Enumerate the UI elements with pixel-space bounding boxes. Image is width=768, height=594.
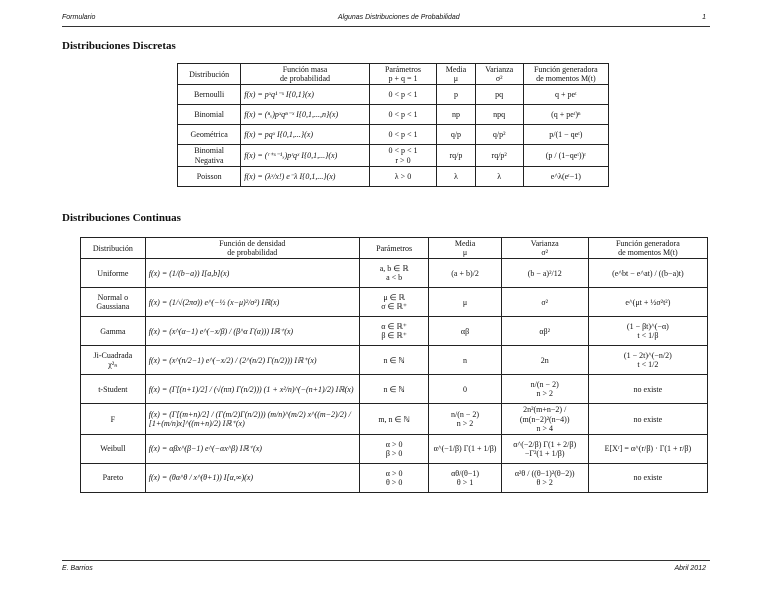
table-row: [81, 375, 708, 404]
header-page-number: 1: [702, 14, 706, 21]
formula-cell: f(x) = (x^(n/2−1) e^(−x/2) / (2^(n/2) Γ(n/2))) Iℝ⁺(x): [145, 346, 359, 375]
distribution-name: Geométrica: [178, 125, 241, 145]
header-row: [178, 64, 609, 85]
table-cell: np: [437, 105, 475, 125]
footer-date: Abril 2012: [674, 565, 706, 572]
column-header: Media μ: [429, 238, 501, 259]
table-cell: (e^bt − e^at) / ((b−a)t): [588, 259, 707, 288]
distribution-name: Ji-Cuadrada χ²ₙ: [81, 346, 146, 375]
table-cell: α > 0 θ > 0: [359, 463, 429, 492]
formula-cell: f(x) = (λˣ/x!) e⁻λ I{0,1,...}(x): [241, 166, 370, 186]
page-footer: [62, 565, 706, 572]
column-header: Distribución: [81, 238, 146, 259]
continuous-title: Distribuciones Continuas: [62, 212, 181, 224]
table-cell: (1 − βt)^(−α) t < 1/β: [588, 317, 707, 346]
table-cell: m, n ∈ ℕ: [359, 404, 429, 435]
table-cell: α^(−1/β) Γ(1 + 1/β): [429, 434, 501, 463]
discrete-table: [177, 63, 609, 187]
table-cell: 2n²(m+n−2) / (m(n−2)²(n−4)) n > 4: [501, 404, 588, 435]
table-cell: pq: [475, 85, 523, 105]
header-row: [81, 238, 708, 259]
formula-cell: f(x) = (x^(α−1) e^(−x/β) / (β^α Γ(α))) Iℝ⁺(x): [145, 317, 359, 346]
formula-cell: f(x) = (ⁿₓ)pˣqⁿ⁻ˣ I{0,1,...,n}(x): [241, 105, 370, 125]
distribution-name: t-Student: [81, 375, 146, 404]
table-cell: λ > 0: [369, 166, 436, 186]
column-header: Varianza σ²: [475, 64, 523, 85]
table-row: [81, 434, 708, 463]
table-cell: n/(n − 2) n > 2: [429, 404, 501, 435]
header-rule: [62, 26, 710, 27]
continuous-table: [80, 237, 708, 493]
table-row: [81, 288, 708, 317]
table-cell: 0 < p < 1 r > 0: [369, 145, 436, 166]
table-cell: npq: [475, 105, 523, 125]
table-cell: q/p: [437, 125, 475, 145]
table-row: [81, 259, 708, 288]
table-cell: (q + peᵗ)ⁿ: [523, 105, 608, 125]
table-cell: αβ: [429, 317, 501, 346]
table-row: [81, 317, 708, 346]
formula-cell: f(x) = (Γ[(n+1)/2] / (√(nπ) Γ(n/2))) (1 + x²/n)^(−(n+1)/2) Iℝ(x): [145, 375, 359, 404]
distribution-name: Binomial Negativa: [178, 145, 241, 166]
table-cell: a, b ∈ ℝ a < b: [359, 259, 429, 288]
table-cell: q + peᵗ: [523, 85, 608, 105]
table-row: [178, 145, 609, 166]
header-center: Algunas Distribuciones de Probabilidad: [337, 14, 460, 21]
table-cell: p/(1 − qeᵗ): [523, 125, 608, 145]
footer-rule: [62, 560, 710, 561]
distribution-name: Gamma: [81, 317, 146, 346]
table-cell: no existe: [588, 463, 707, 492]
column-header: Función masa de probabilidad: [241, 64, 370, 85]
table-row: [81, 346, 708, 375]
table-cell: (1 − 2t)^(−n/2) t < 1/2: [588, 346, 707, 375]
distribution-name: Weibull: [81, 434, 146, 463]
table-cell: 0: [429, 375, 501, 404]
table-cell: 0 < p < 1: [369, 125, 436, 145]
table-row: [178, 85, 609, 105]
column-header: Varianza σ²: [501, 238, 588, 259]
table-cell: e^λ(eᵗ−1): [523, 166, 608, 186]
table-cell: α > 0 β > 0: [359, 434, 429, 463]
formula-cell: f(x) = pˣq¹⁻ˣ I{0,1}(x): [241, 85, 370, 105]
table-cell: rq/p²: [475, 145, 523, 166]
column-header: Media μ: [437, 64, 475, 85]
column-header: Parámetros: [359, 238, 429, 259]
footer-author: E. Barrios: [62, 565, 93, 572]
distribution-name: Uniforme: [81, 259, 146, 288]
distribution-name: Binomial: [178, 105, 241, 125]
formula-cell: f(x) = (1/(b−a)) I[a,b](x): [145, 259, 359, 288]
table-cell: no existe: [588, 404, 707, 435]
table-row: [178, 105, 609, 125]
table-cell: λ: [437, 166, 475, 186]
table-cell: (p / (1−qeᵗ))ʳ: [523, 145, 608, 166]
table-cell: 2n: [501, 346, 588, 375]
page-header: [62, 14, 706, 21]
table-cell: μ ∈ ℝ σ ∈ ℝ⁺: [359, 288, 429, 317]
table-cell: α²θ / ((θ−1)²(θ−2)) θ > 2: [501, 463, 588, 492]
table-row: [178, 166, 609, 186]
formula-cell: f(x) = (θα^θ / x^(θ+1)) I[α,∞)(x): [145, 463, 359, 492]
formula-cell: f(x) = (ʳ⁺ˣ⁻¹ₓ)pʳqˣ I{0,1,...}(x): [241, 145, 370, 166]
table-cell: no existe: [588, 375, 707, 404]
column-header: Función generadora de momentos M(t): [588, 238, 707, 259]
table-cell: E[Xʳ] = α^(r/β) · Γ(1 + r/β): [588, 434, 707, 463]
table-cell: (a + b)/2: [429, 259, 501, 288]
table-cell: λ: [475, 166, 523, 186]
formula-cell: f(x) = αβx^(β−1) e^(−αx^β) Iℝ⁺(x): [145, 434, 359, 463]
table-cell: n ∈ ℕ: [359, 375, 429, 404]
table-cell: α^(−2/β) Γ(1 + 2/β) −Γ²(1 + 1/β): [501, 434, 588, 463]
table-cell: q/p²: [475, 125, 523, 145]
table-cell: α ∈ ℝ⁺ β ∈ ℝ⁺: [359, 317, 429, 346]
column-header: Función generadora de momentos M(t): [523, 64, 608, 85]
table-cell: e^(μt + ½σ²t²): [588, 288, 707, 317]
formula-cell: f(x) = pqˣ I{0,1,...}(x): [241, 125, 370, 145]
table-cell: 0 < p < 1: [369, 105, 436, 125]
formula-cell: f(x) = (Γ[(m+n)/2] / (Γ(m/2)Γ(n/2))) (m/n)^(m/2) x^((m−2)/2) / [1+(m/n)x]^((m+n)/2) Iℝ⁺(x): [145, 404, 359, 435]
column-header: Parámetros p + q = 1: [369, 64, 436, 85]
distribution-name: Bernoulli: [178, 85, 241, 105]
distribution-name: Pareto: [81, 463, 146, 492]
table-row: [81, 404, 708, 435]
table-cell: p: [437, 85, 475, 105]
header-left: Formulario: [62, 14, 96, 21]
table-cell: n/(n − 2) n > 2: [501, 375, 588, 404]
distribution-name: Normal o Gaussiana: [81, 288, 146, 317]
column-header: Función de densidad de probabilidad: [145, 238, 359, 259]
formula-cell: f(x) = (1/√(2πσ)) e^(−½ (x−μ)²/σ²) Iℝ(x): [145, 288, 359, 317]
table-row: [178, 125, 609, 145]
distribution-name: Poisson: [178, 166, 241, 186]
table-cell: (b − a)²/12: [501, 259, 588, 288]
table-cell: rq/p: [437, 145, 475, 166]
table-cell: μ: [429, 288, 501, 317]
discrete-title: Distribuciones Discretas: [62, 40, 176, 52]
distribution-name: F: [81, 404, 146, 435]
column-header: Distribución: [178, 64, 241, 85]
table-cell: n: [429, 346, 501, 375]
table-cell: σ²: [501, 288, 588, 317]
table-cell: n ∈ ℕ: [359, 346, 429, 375]
table-cell: αβ²: [501, 317, 588, 346]
table-cell: αθ/(θ−1) θ > 1: [429, 463, 501, 492]
table-row: [81, 463, 708, 492]
table-cell: 0 < p < 1: [369, 85, 436, 105]
